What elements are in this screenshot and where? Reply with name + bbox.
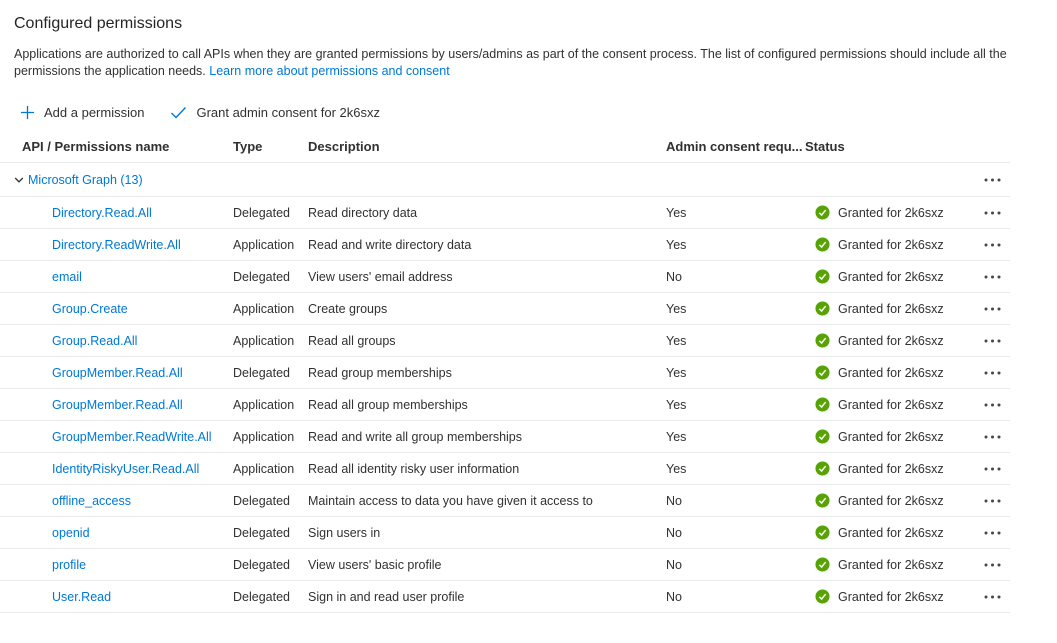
permission-name-link[interactable]: profile: [52, 557, 87, 572]
permission-type: Application: [233, 301, 295, 316]
status-text: Granted for 2k6sxz: [838, 557, 944, 572]
permission-name-link[interactable]: Directory.ReadWrite.All: [52, 237, 181, 252]
admin-consent-required: Yes: [666, 333, 687, 348]
admin-consent-required: Yes: [666, 301, 687, 316]
permission-name-link[interactable]: Directory.Read.All: [52, 205, 152, 220]
api-group-row: [0, 163, 1010, 197]
row-menu-button[interactable]: [984, 529, 1001, 537]
add-permission-label: Add a permission: [44, 104, 145, 120]
column-header-admin-consent: Admin consent requ...: [666, 138, 803, 154]
permission-row: [0, 293, 1010, 325]
permission-row: [0, 549, 1010, 581]
status-text: Granted for 2k6sxz: [838, 237, 944, 252]
granted-check-icon: [815, 301, 830, 316]
permission-type: Delegated: [233, 589, 290, 604]
permission-description: Read group memberships: [308, 365, 452, 380]
granted-check-icon: [815, 269, 830, 284]
granted-check-icon: [815, 429, 830, 444]
permission-name-link[interactable]: GroupMember.Read.All: [52, 397, 183, 412]
status-text: Granted for 2k6sxz: [838, 525, 944, 540]
column-header-description: Description: [308, 138, 380, 154]
admin-consent-required: No: [666, 557, 682, 572]
admin-consent-required: Yes: [666, 429, 687, 444]
grant-admin-consent-button[interactable]: [170, 105, 380, 120]
ellipsis-icon: [984, 523, 1001, 538]
status-text: Granted for 2k6sxz: [838, 429, 944, 444]
row-menu-button[interactable]: [984, 305, 1001, 313]
status-text: Granted for 2k6sxz: [838, 493, 944, 508]
status-text: Granted for 2k6sxz: [838, 461, 944, 476]
permission-description: Read all groups: [308, 333, 396, 348]
permission-row: [0, 421, 1010, 453]
permission-type: Application: [233, 429, 295, 444]
section-description: [14, 46, 1034, 80]
ellipsis-icon: [984, 235, 1001, 250]
admin-consent-required: No: [666, 493, 682, 508]
permission-type: Application: [233, 397, 295, 412]
row-menu-button[interactable]: [984, 337, 1001, 345]
permission-description: View users' email address: [308, 269, 453, 284]
group-row-menu-button[interactable]: [984, 176, 1001, 184]
ellipsis-icon: [984, 363, 1001, 378]
permission-description: Read all group memberships: [308, 397, 468, 412]
column-header-name: API / Permissions name: [22, 138, 170, 154]
admin-consent-required: No: [666, 525, 682, 540]
permission-row: [0, 229, 1010, 261]
granted-check-icon: [815, 525, 830, 540]
add-permission-button[interactable]: [20, 105, 144, 120]
permission-type: Application: [233, 333, 295, 348]
chevron-down-icon: [13, 174, 25, 189]
row-menu-button[interactable]: [984, 401, 1001, 409]
table-header-row: [0, 130, 1010, 163]
permission-description: Read directory data: [308, 205, 418, 220]
permission-description: Read and write directory data: [308, 237, 472, 252]
ellipsis-icon: [984, 427, 1001, 442]
permission-type: Delegated: [233, 269, 290, 284]
granted-check-icon: [815, 557, 830, 572]
status-text: Granted for 2k6sxz: [838, 333, 944, 348]
learn-more-link[interactable]: Learn more about permissions and consent: [209, 64, 450, 78]
grant-admin-consent-label: Grant admin consent for 2k6sxz: [196, 104, 380, 120]
permission-description: Read all identity risky user information: [308, 461, 520, 476]
permission-type: Delegated: [233, 205, 290, 220]
permission-name-link[interactable]: Group.Create: [52, 301, 128, 316]
permission-row: [0, 357, 1010, 389]
permission-description: Sign users in: [308, 525, 381, 540]
permission-row: [0, 485, 1010, 517]
plus-icon: [20, 105, 35, 120]
status-text: Granted for 2k6sxz: [838, 205, 944, 220]
group-expander[interactable]: [13, 174, 25, 186]
permission-type: Application: [233, 237, 295, 252]
granted-check-icon: [815, 365, 830, 380]
row-menu-button[interactable]: [984, 209, 1001, 217]
granted-check-icon: [815, 333, 830, 348]
admin-consent-required: Yes: [666, 237, 687, 252]
permission-description: Read and write all group memberships: [308, 429, 522, 444]
ellipsis-icon: [984, 587, 1001, 602]
status-text: Granted for 2k6sxz: [838, 269, 944, 284]
status-text: Granted for 2k6sxz: [838, 397, 944, 412]
permission-type: Delegated: [233, 365, 290, 380]
permission-type: Delegated: [233, 557, 290, 572]
permission-type: Delegated: [233, 493, 290, 508]
status-text: Granted for 2k6sxz: [838, 301, 944, 316]
column-header-type: Type: [233, 138, 263, 154]
permission-name-link[interactable]: Group.Read.All: [52, 333, 138, 348]
ellipsis-icon: [984, 555, 1001, 570]
ellipsis-icon: [984, 299, 1001, 314]
permission-type: Delegated: [233, 525, 290, 540]
granted-check-icon: [815, 237, 830, 252]
permission-row: [0, 325, 1010, 357]
ellipsis-icon: [984, 491, 1001, 506]
granted-check-icon: [815, 205, 830, 220]
column-header-status: Status: [805, 138, 845, 154]
page-title: Configured permissions: [14, 15, 183, 32]
permission-name-link[interactable]: email: [52, 269, 82, 284]
table-body: [0, 197, 1010, 613]
permission-name-link[interactable]: IdentityRiskyUser.Read.All: [52, 461, 200, 476]
ellipsis-icon: [984, 267, 1001, 282]
permission-row: [0, 453, 1010, 485]
description-text: Applications are authorized to call APIs when they are granted permissions by users/admins as part of the consent process. The list of configured permissions should include all the permissions the application needs.: [14, 47, 1007, 78]
permissions-table: [0, 130, 1010, 613]
row-menu-button[interactable]: [984, 273, 1001, 281]
granted-check-icon: [815, 493, 830, 508]
permission-description: Maintain access to data you have given it access to: [308, 493, 593, 508]
admin-consent-required: No: [666, 589, 682, 604]
row-menu-button[interactable]: [984, 561, 1001, 569]
status-text: Granted for 2k6sxz: [838, 589, 944, 604]
granted-check-icon: [815, 589, 830, 604]
ellipsis-icon: [984, 395, 1001, 410]
permission-name-link[interactable]: GroupMember.ReadWrite.All: [52, 429, 212, 444]
permission-name-link[interactable]: GroupMember.Read.All: [52, 365, 183, 380]
permission-row: [0, 261, 1010, 293]
ellipsis-icon: [984, 203, 1001, 218]
permission-row: [0, 517, 1010, 549]
permission-row: [0, 581, 1010, 613]
permission-name-link[interactable]: User.Read: [52, 589, 112, 604]
checkmark-icon: [170, 106, 187, 119]
admin-consent-required: Yes: [666, 397, 687, 412]
command-bar: [20, 102, 1057, 122]
ellipsis-icon: [984, 170, 1001, 185]
ellipsis-icon: [984, 459, 1001, 474]
row-menu-button[interactable]: [984, 241, 1001, 249]
permission-type: Application: [233, 461, 295, 476]
permission-row: [0, 197, 1010, 229]
admin-consent-required: Yes: [666, 461, 687, 476]
api-group-link[interactable]: Microsoft Graph (13): [28, 172, 143, 187]
status-text: Granted for 2k6sxz: [838, 365, 944, 380]
ellipsis-icon: [984, 331, 1001, 346]
admin-consent-required: Yes: [666, 365, 687, 380]
permission-name-link[interactable]: openid: [52, 525, 90, 540]
permission-description: View users' basic profile: [308, 557, 442, 572]
admin-consent-required: No: [666, 269, 682, 284]
permission-description: Create groups: [308, 301, 388, 316]
row-menu-button[interactable]: [984, 497, 1001, 505]
permission-row: [0, 389, 1010, 421]
row-menu-button[interactable]: [984, 593, 1001, 601]
row-menu-button[interactable]: [984, 433, 1001, 441]
permission-name-link[interactable]: offline_access: [52, 493, 131, 508]
row-menu-button[interactable]: [984, 465, 1001, 473]
admin-consent-required: Yes: [666, 205, 687, 220]
granted-check-icon: [815, 461, 830, 476]
granted-check-icon: [815, 397, 830, 412]
permission-description: Sign in and read user profile: [308, 589, 465, 604]
row-menu-button[interactable]: [984, 369, 1001, 377]
